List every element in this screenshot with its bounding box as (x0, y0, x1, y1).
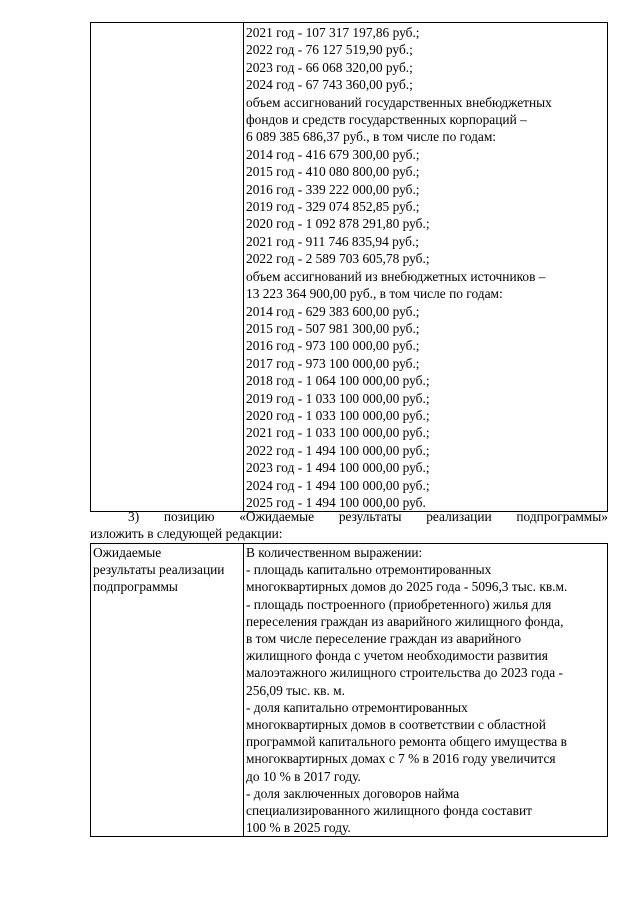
paragraph-line (90, 508, 608, 525)
text-line: В количественном выражении: (246, 545, 423, 560)
text-line: многоквартирных домов до 2025 года - 5096,3 тыс. кв.м. (246, 579, 568, 595)
text-line: 2021 год - 107 317 197,86 руб.; (246, 25, 420, 40)
text-line: 2014 год - 416 679 300,00 руб.; (246, 146, 420, 162)
text-line: 2019 год - 329 074 852,85 руб.; (246, 199, 420, 215)
funding-lines (246, 24, 605, 511)
text-line: фондов и средств государственных корпораций – (246, 112, 527, 128)
text-line: многоквартирных домов в соответствии с областной (246, 717, 546, 733)
text-line: 2022 год - 76 127 519,90 руб.; (246, 42, 413, 58)
text-line: 2023 год - 1 494 100 000,00 руб.; (246, 460, 430, 476)
paragraph-word: подпрограммы» (516, 509, 608, 524)
text-line: подпрограммы (93, 579, 178, 595)
paragraph-word: результаты (338, 509, 402, 524)
text-line: объем ассигнований из внебюджетных источников – (246, 268, 546, 284)
text-line: результаты реализации (93, 562, 225, 578)
paragraph-word: реализации (426, 509, 492, 524)
paragraph-word: 3) (128, 509, 140, 524)
text-line: 2020 год - 1 092 878 291,80 руб.; (246, 216, 430, 232)
text-line: программой капитального ремонта общего имущества в (246, 734, 567, 750)
text-line: 2019 год - 1 033 100 000,00 руб.; (246, 390, 430, 406)
table-row (91, 544, 608, 837)
text-line: жилищного фонда с учетом необходимости развития (246, 648, 548, 664)
text-line: 2024 год - 1 494 100 000,00 руб.; (246, 477, 430, 493)
text-line: 2025 год - 1 494 100 000,00 руб. (246, 494, 426, 510)
text-line: до 10 % в 2017 году. (246, 768, 361, 784)
table-cell-right (244, 23, 608, 512)
text-line: 2022 год - 1 494 100 000,00 руб.; (246, 442, 430, 458)
text-line: 2015 год - 507 981 300,00 руб.; (246, 320, 420, 336)
text-line: 2018 год - 1 064 100 000,00 руб.; (246, 373, 430, 389)
text-line: - площадь построенного (приобретенного) жилья для (246, 596, 552, 612)
table-cell-right (244, 544, 608, 837)
text-line: 2022 год - 2 589 703 605,78 руб.; (246, 251, 430, 267)
text-line: - доля капитально отремонтированных (246, 699, 468, 715)
text-line: малоэтажного жилищного строительства до 2023 года - (246, 665, 563, 681)
text-line: 13 223 364 900,00 руб., в том числе по годам: (246, 286, 503, 302)
table-row (91, 23, 608, 512)
text-line: 2017 год - 973 100 000,00 руб.; (246, 355, 420, 371)
table-cell-left (91, 544, 244, 837)
text-line: 2015 год - 410 080 800,00 руб.; (246, 164, 420, 180)
table-cell-left (91, 23, 244, 512)
text-line: Ожидаемые (93, 545, 162, 560)
text-line: 2024 год - 67 743 360,00 руб.; (246, 77, 413, 93)
text-line: объем ассигнований государственных внебюджетных (246, 94, 552, 110)
text-line: 2016 год - 973 100 000,00 руб.; (246, 338, 420, 354)
text-line: 2014 год - 629 383 600,00 руб.; (246, 303, 420, 319)
paragraph-word: «Ожидаемые (239, 509, 315, 524)
text-line: специализированного жилищного фонда составит (246, 803, 532, 819)
text-line: 6 089 385 686,37 руб., в том числе по годам: (246, 129, 497, 145)
text-line: - площадь капитально отремонтированных (246, 562, 492, 578)
results-lines (246, 544, 605, 836)
text-line: - доля заключенных договоров найма (246, 785, 460, 801)
text-line: в том числе переселение граждан из аварийного (246, 631, 522, 647)
paragraph-word: позицию (163, 509, 215, 524)
text-line: 2023 год - 66 068 320,00 руб.; (246, 59, 413, 75)
text-line: 100 % в 2025 году. (246, 820, 351, 836)
text-line: многоквартирных домах с 7 % в 2016 году увеличится (246, 751, 556, 767)
text-line: 256,09 тыс. кв. м. (246, 682, 346, 698)
text-line: 2021 год - 911 746 835,94 руб.; (246, 233, 420, 249)
results-heading (93, 544, 241, 596)
expected-results-table (90, 543, 608, 837)
paragraph-line: изложить в следующей редакции: (90, 526, 283, 542)
text-line: 2020 год - 1 033 100 000,00 руб.; (246, 407, 430, 423)
text-line: 2016 год - 339 222 000,00 руб.; (246, 181, 420, 197)
funding-table (90, 22, 608, 512)
text-line: 2021 год - 1 033 100 000,00 руб.; (246, 425, 430, 441)
text-line: переселения граждан из аварийного жилищного фонда, (246, 613, 564, 629)
instruction-paragraph (90, 508, 608, 543)
